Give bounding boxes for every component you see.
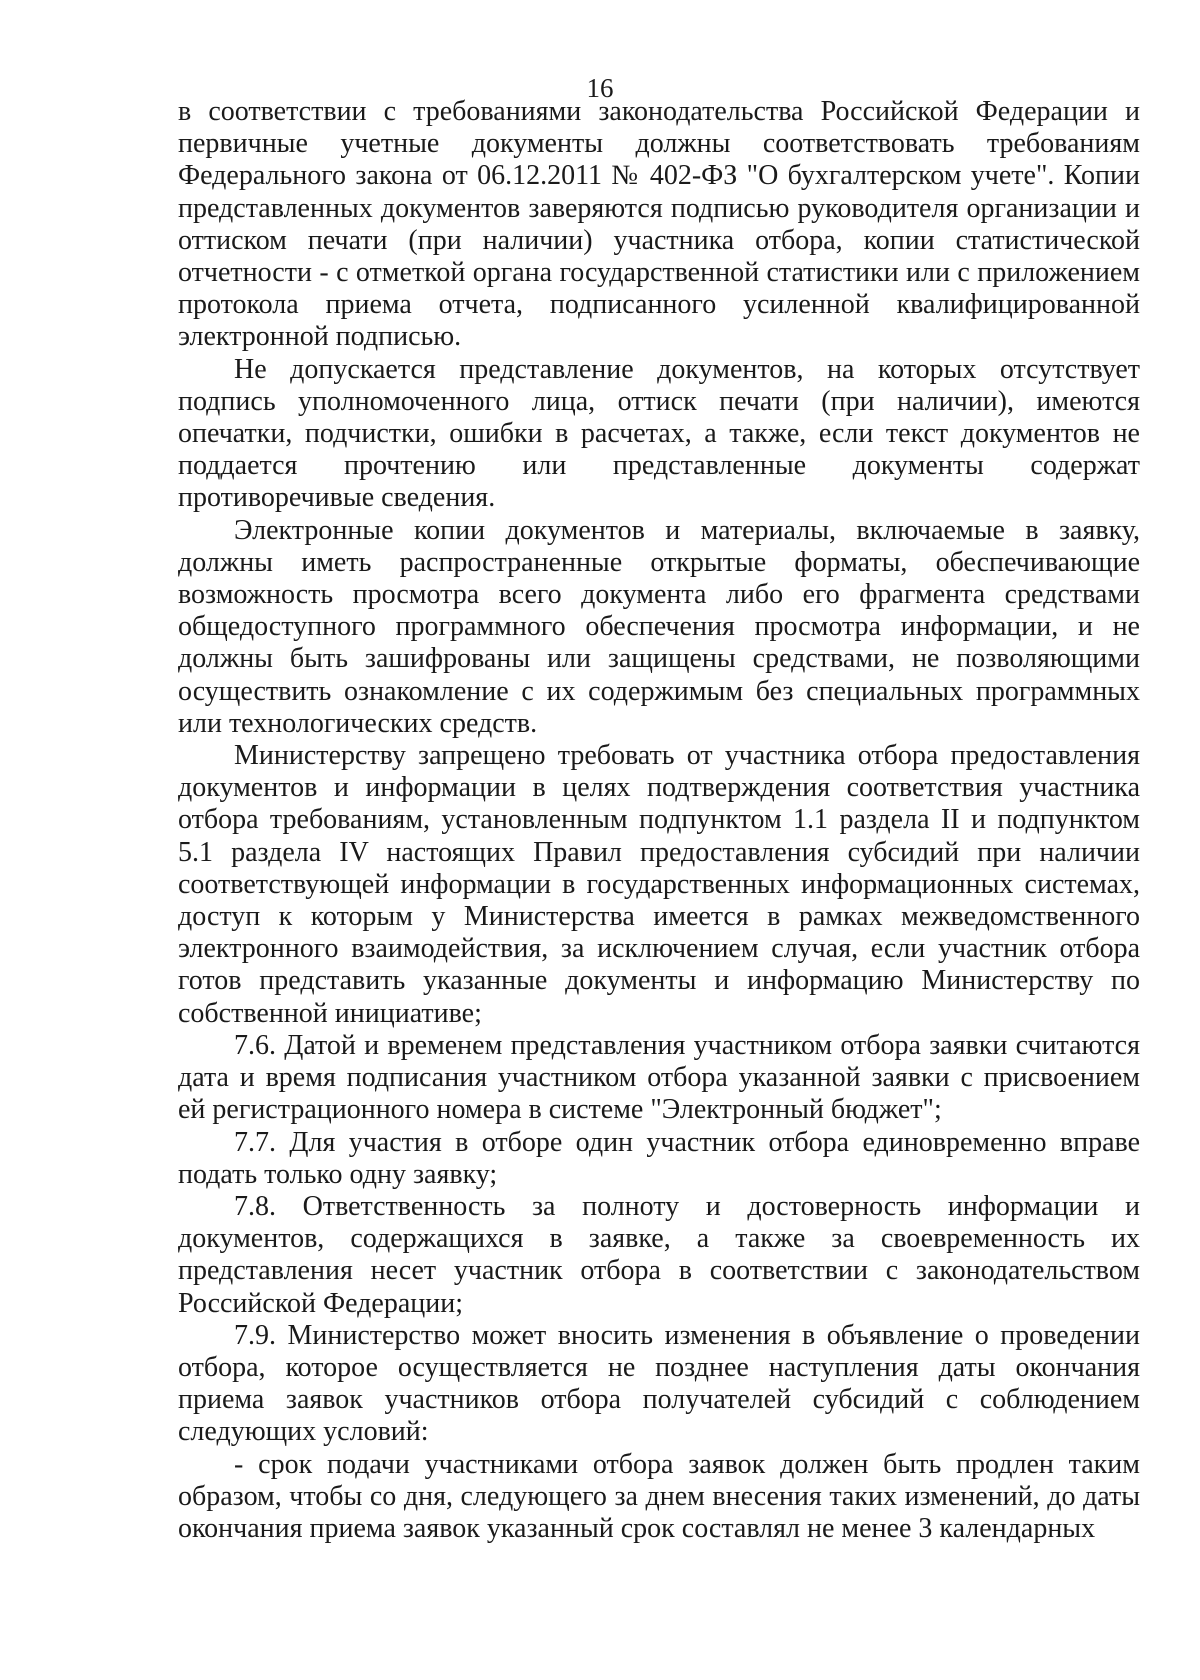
paragraph-item-7-7: 7.7. Для участия в отборе один участник отбора единовременно вправе подать только одну заявку; [178,1126,1140,1190]
paragraph-item-7-9: 7.9. Министерство может вносить изменения в объявление о проведении отбора, которое осуществляется не позднее наступления даты окончания приема заявок участников отбора получателей субсидий с соблюдением следующих условий: [178,1319,1140,1448]
page-number: 16 [586,73,614,103]
document-body [178,96,1140,1545]
paragraph-list-item: - срок подачи участниками отбора заявок должен быть продлен таким образом, чтобы со дня, следующего за днем внесения таких изменений, до даты окончания приема заявок указанный срок составлял не менее 3 календарных [178,1448,1140,1544]
paragraph-item-7-8: 7.8. Ответственность за полноту и достоверность информации и документов, содержащихся в заявке, а также за своевременность их представления несет участник отбора в соответствии с законодательством Российской Федерации; [178,1190,1140,1319]
paragraph: Не допускается представление документов, на которых отсутствует подпись уполномоченного лица, оттиск печати (при наличии), имеются опечатки, подчистки, ошибки в расчетах, а также, если текст документов не поддается прочтению или представленные документы содержат противоречивые сведения. [178,353,1140,514]
paragraph: в соответствии с требованиями законодательства Российской Федерации и первичные учетные документы должны соответствовать требованиям Федерального закона от 06.12.2011 № 402-ФЗ "О бухгалтерском учете". Копии представленных документов заверяются подписью руководителя организации и оттиском печати (при наличии) участника отбора, копии статистической отчетности - с отметкой органа государственной статистики или с приложением протокола приема отчета, подписанного усиленной квалифицированной электронной подписью. [178,96,1140,353]
paragraph: Электронные копии документов и материалы, включаемые в заявку, должны иметь распространенные открытые форматы, обеспечивающие возможность просмотра всего документа либо его фрагмента средствами общедоступного программного обеспечения просмотра информации, и не должны быть зашифрованы или защищены средствами, не позволяющими осуществить ознакомление с их содержимым без специальных программных или технологических средств. [178,514,1140,739]
paragraph-item-7-6: 7.6. Датой и временем представления участником отбора заявки считаются дата и время подписания участником отбора указанной заявки с присвоением ей регистрационного номера в системе "Электронный бюджет"; [178,1029,1140,1126]
paragraph: Министерству запрещено требовать от участника отбора предоставления документов и информации в целях подтверждения соответствия участника отбора требованиям, установленным подпунктом 1.1 раздела II и подпунктом 5.1 раздела IV настоящих Правил предоставления субсидий при наличии соответствующей информации в государственных информационных системах, доступ к которым у Министерства имеется в рамках межведомственного электронного взаимодействия, за исключением случая, если участник отбора готов представить указанные документы и информацию Министерству по собственной инициативе; [178,740,1140,1029]
